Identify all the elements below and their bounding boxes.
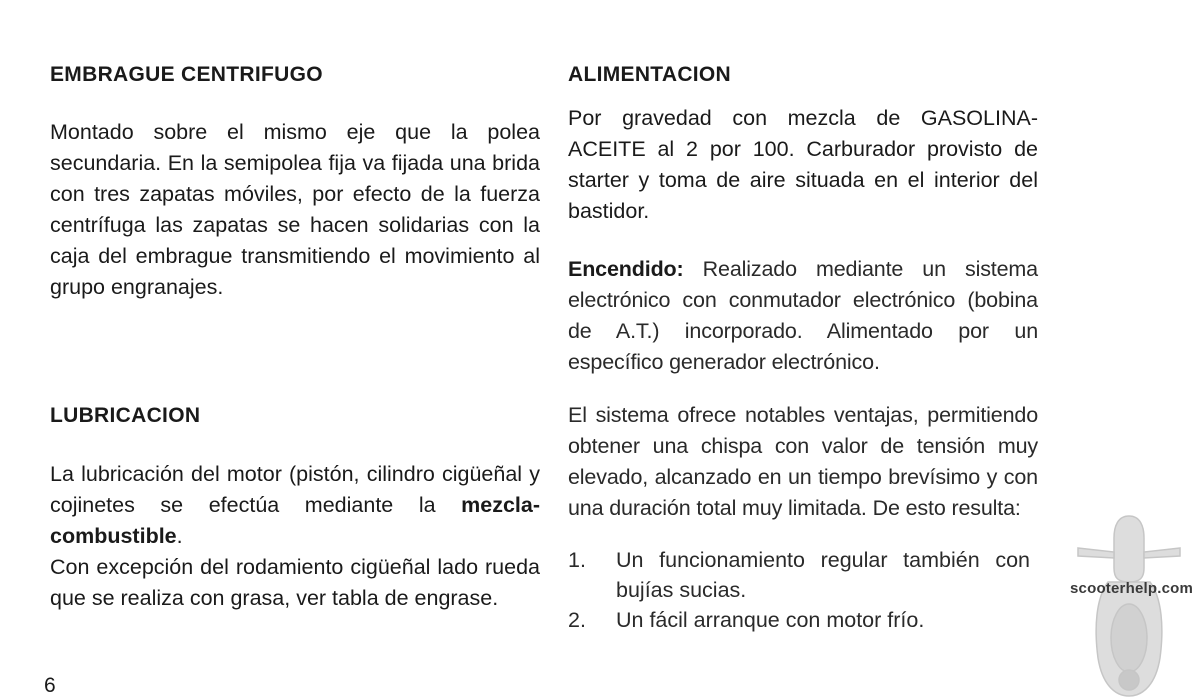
encendido-paragraph-2: El sistema ofrece notables ventajas, permitiendo obtener una chispa con valor de tensión muy elevado, alcanzado en un tiempo brevísimo y con una duración total muy limitada. De esto resulta:	[568, 403, 1038, 520]
alimentacion-paragraph: Por gravedad con mezcla de GASOLINA-ACEITE al 2 por 100. Carburador provisto de starter y toma de aire situada en el interior del bastidor.	[568, 106, 1038, 223]
embrague-paragraph: Montado sobre el mismo eje que la polea secundaria. En la semipolea fija va fijada una brida con tres zapatas móviles, por efecto de la fuerza centrífuga las zapatas se hacen solidarias con la caja del embrague transmitiendo el movimiento al grupo engranajes.	[50, 120, 540, 299]
alimentacion-heading: ALIMENTACION	[568, 63, 732, 86]
encendido-text: Realizado mediante un sistema electrónico con conmutador electrónico (bobina de A.T.) incorporado. Alimentado por un específico generador electrónico.	[568, 257, 1038, 374]
mezcla-combustible-bold: mezcla-combustible	[50, 493, 540, 548]
lubricacion-paragraph-2: Con excepción del rodamiento cigüeñal lado rueda que se realiza con grasa, ver tabla de engrase.	[50, 555, 540, 610]
encendido-label: Encendido:	[568, 257, 684, 281]
embrague-heading: EMBRAGUE CENTRIFUGO	[50, 63, 323, 86]
lubricacion-text: La lubricación del motor (pistón, cilindro cigüeñal y cojinetes se efectúa mediante la	[50, 462, 540, 517]
encendido-paragraph	[568, 254, 1038, 378]
list-item	[568, 605, 1030, 635]
list-item	[568, 545, 1030, 605]
list-item-number: 1.	[568, 548, 586, 572]
watermark-text: scooterhelp.com	[1070, 580, 1194, 597]
lubricacion-paragraph	[50, 459, 540, 552]
list-item-text: Un funcionamiento regular también con bujías sucias.	[616, 548, 1030, 602]
list-item-number: 2.	[568, 608, 586, 632]
scooter-icon	[1058, 508, 1200, 700]
lubricacion-period: .	[176, 524, 183, 548]
encendido-results-list	[568, 545, 1030, 635]
lubricacion-heading: LUBRICACION	[50, 404, 201, 427]
page-number: 6	[44, 674, 56, 697]
list-item-text: Un fácil arranque con motor frío.	[616, 608, 925, 632]
